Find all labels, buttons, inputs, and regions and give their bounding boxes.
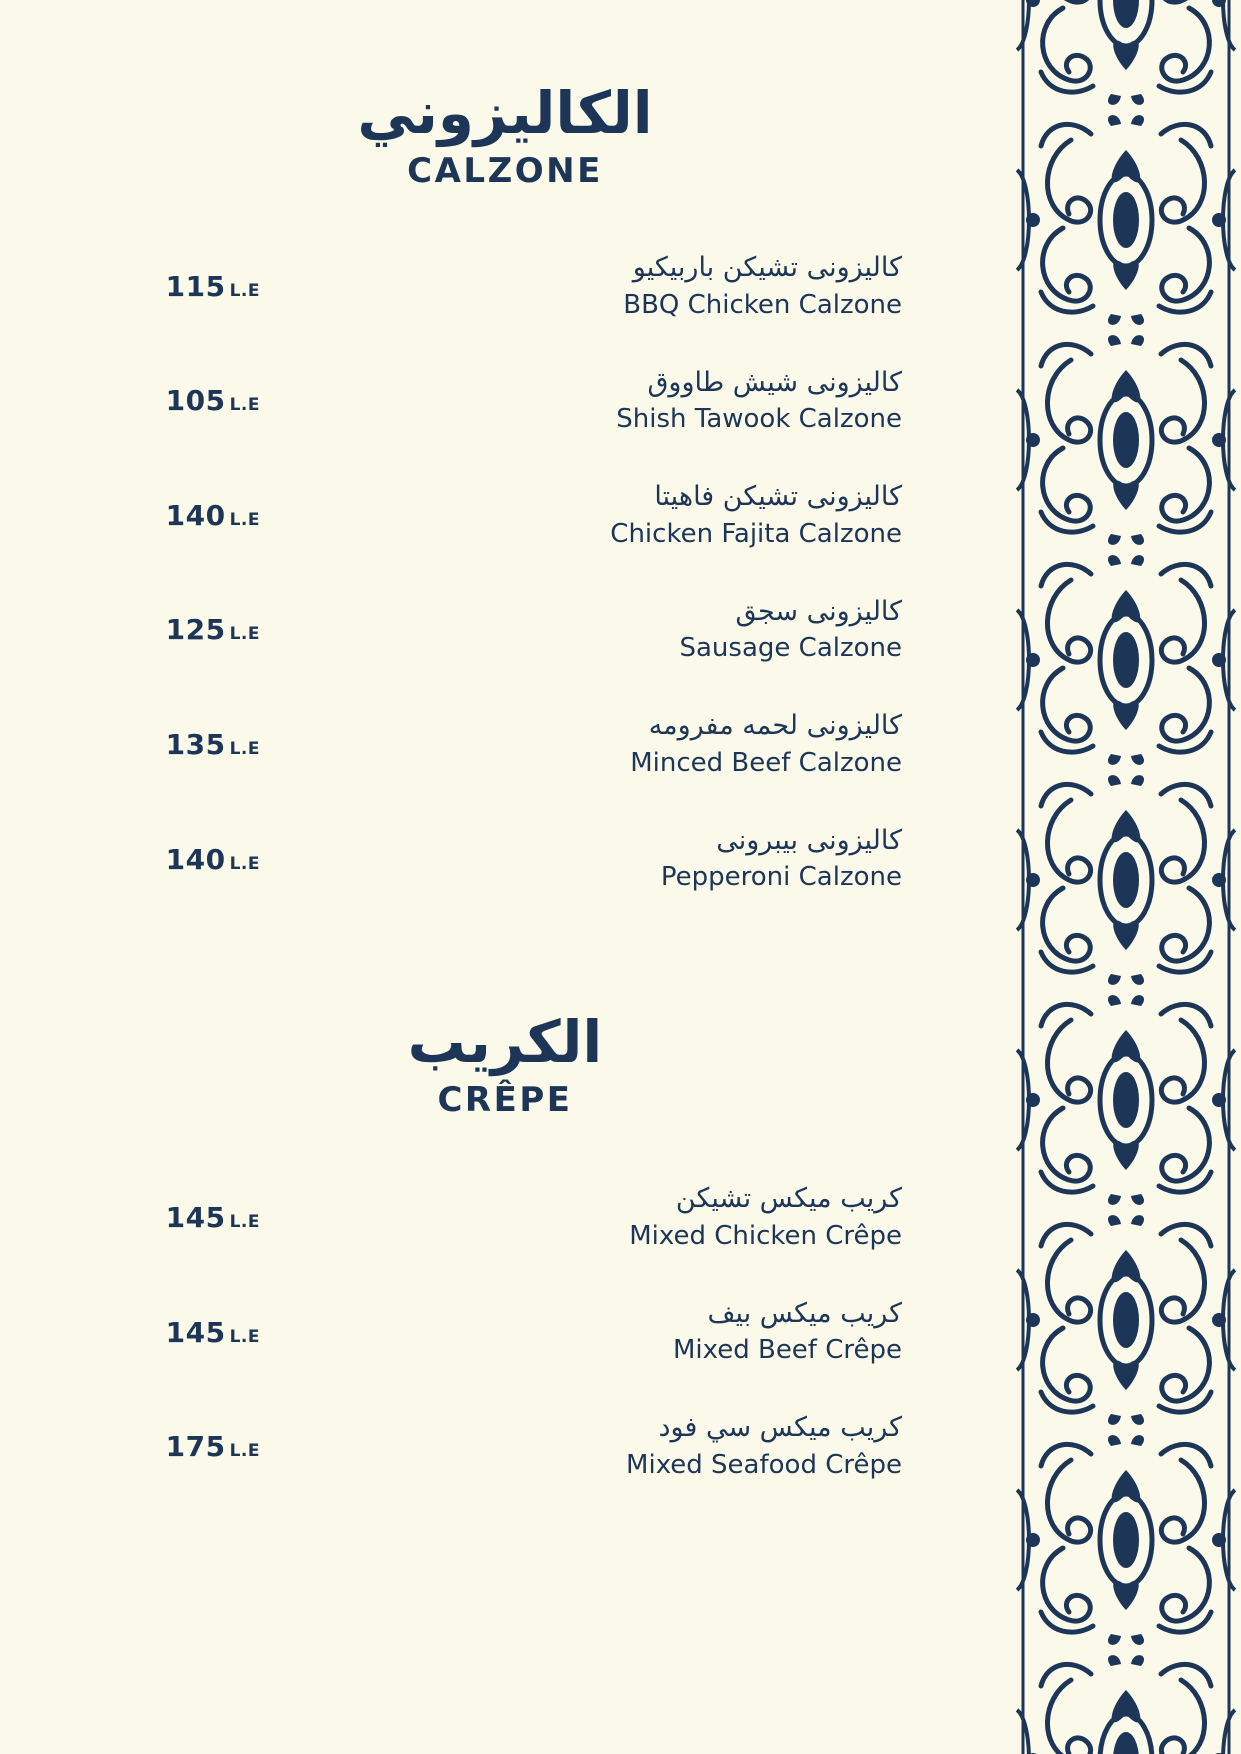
item-name-arabic: كاليزونى تشيكن فاهيتا <box>654 481 902 513</box>
item-name-english: Mixed Seafood Crêpe <box>626 1449 902 1480</box>
price-value: 140 <box>165 842 226 876</box>
item-name-arabic: كريب ميكس سي فود <box>658 1412 902 1444</box>
menu-items-calzone <box>0 250 1010 895</box>
item-name-english: Mixed Chicken Crêpe <box>629 1220 902 1251</box>
item-names <box>260 594 1010 667</box>
price-currency: L.E <box>229 1441 260 1462</box>
item-name-english: Pepperoni Calzone <box>660 862 902 893</box>
menu-item <box>0 250 1010 323</box>
price-value: 115 <box>165 269 226 303</box>
section-title-arabic: الكريب <box>407 1008 603 1077</box>
item-name-english: Shish Tawook Calzone <box>616 404 902 435</box>
arabesque-ornament-border <box>1011 0 1241 1754</box>
menu-item <box>0 479 1010 552</box>
item-names <box>260 1296 1010 1369</box>
price-currency: L.E <box>229 624 260 645</box>
item-name-arabic: كريب ميكس تشيكن <box>675 1183 902 1215</box>
price-value: 145 <box>165 1315 226 1349</box>
price-value: 175 <box>165 1430 226 1464</box>
menu-item <box>0 708 1010 781</box>
item-name-english: Chicken Fajita Calzone <box>610 518 902 549</box>
section-title-arabic: الكاليزوني <box>357 79 653 147</box>
item-names <box>260 479 1010 552</box>
menu-item <box>0 1410 1010 1483</box>
item-names <box>260 1181 1010 1254</box>
item-price <box>0 270 260 303</box>
price-currency: L.E <box>229 395 260 416</box>
item-price <box>0 1201 260 1234</box>
price-value: 145 <box>165 1201 226 1235</box>
item-names <box>260 365 1010 438</box>
menu-section-crepe <box>0 937 1010 1483</box>
item-name-english: BBQ Chicken Calzone <box>623 289 902 320</box>
item-names <box>260 823 1010 896</box>
item-name-english: Mixed Beef Crêpe <box>672 1335 902 1366</box>
price-value: 135 <box>165 727 226 761</box>
item-price <box>0 384 260 417</box>
price-currency: L.E <box>229 738 260 759</box>
menu-item <box>0 1296 1010 1369</box>
item-name-english: Minced Beef Calzone <box>630 747 902 778</box>
item-name-arabic: كاليزونى لحمه مفرومه <box>648 710 902 742</box>
item-price <box>0 728 260 761</box>
menu-item <box>0 1181 1010 1254</box>
item-name-arabic: كاليزونى بيبرونى <box>716 824 902 856</box>
item-names <box>260 250 1010 323</box>
menu-section-calzone <box>0 0 1010 895</box>
price-value: 140 <box>165 498 226 532</box>
price-value: 105 <box>165 384 226 418</box>
item-price <box>0 499 260 532</box>
item-name-arabic: كاليزونى سجق <box>735 595 902 627</box>
menu-item <box>0 823 1010 896</box>
item-price <box>0 843 260 876</box>
item-name-arabic: كاليزونى شيش طاووق <box>647 366 902 398</box>
section-header-calzone <box>0 0 1010 190</box>
section-title-english: CALZONE <box>407 150 603 191</box>
price-currency: L.E <box>229 1326 260 1347</box>
menu-item <box>0 365 1010 438</box>
item-name-arabic: كاليزونى تشيكن باربيكيو <box>632 252 902 284</box>
item-price <box>0 1430 260 1463</box>
item-names <box>260 1410 1010 1483</box>
price-currency: L.E <box>229 280 260 301</box>
item-price <box>0 613 260 646</box>
menu-item <box>0 594 1010 667</box>
item-name-english: Sausage Calzone <box>679 633 902 664</box>
item-name-arabic: كريب ميكس بيف <box>707 1297 902 1329</box>
menu-items-crepe <box>0 1181 1010 1483</box>
section-title-english: CRÊPE <box>437 1079 573 1120</box>
price-currency: L.E <box>229 1212 260 1233</box>
price-currency: L.E <box>229 853 260 874</box>
section-header-crepe <box>0 937 1010 1119</box>
price-value: 125 <box>165 613 226 647</box>
price-currency: L.E <box>229 509 260 530</box>
item-names <box>260 708 1010 781</box>
item-price <box>0 1316 260 1349</box>
